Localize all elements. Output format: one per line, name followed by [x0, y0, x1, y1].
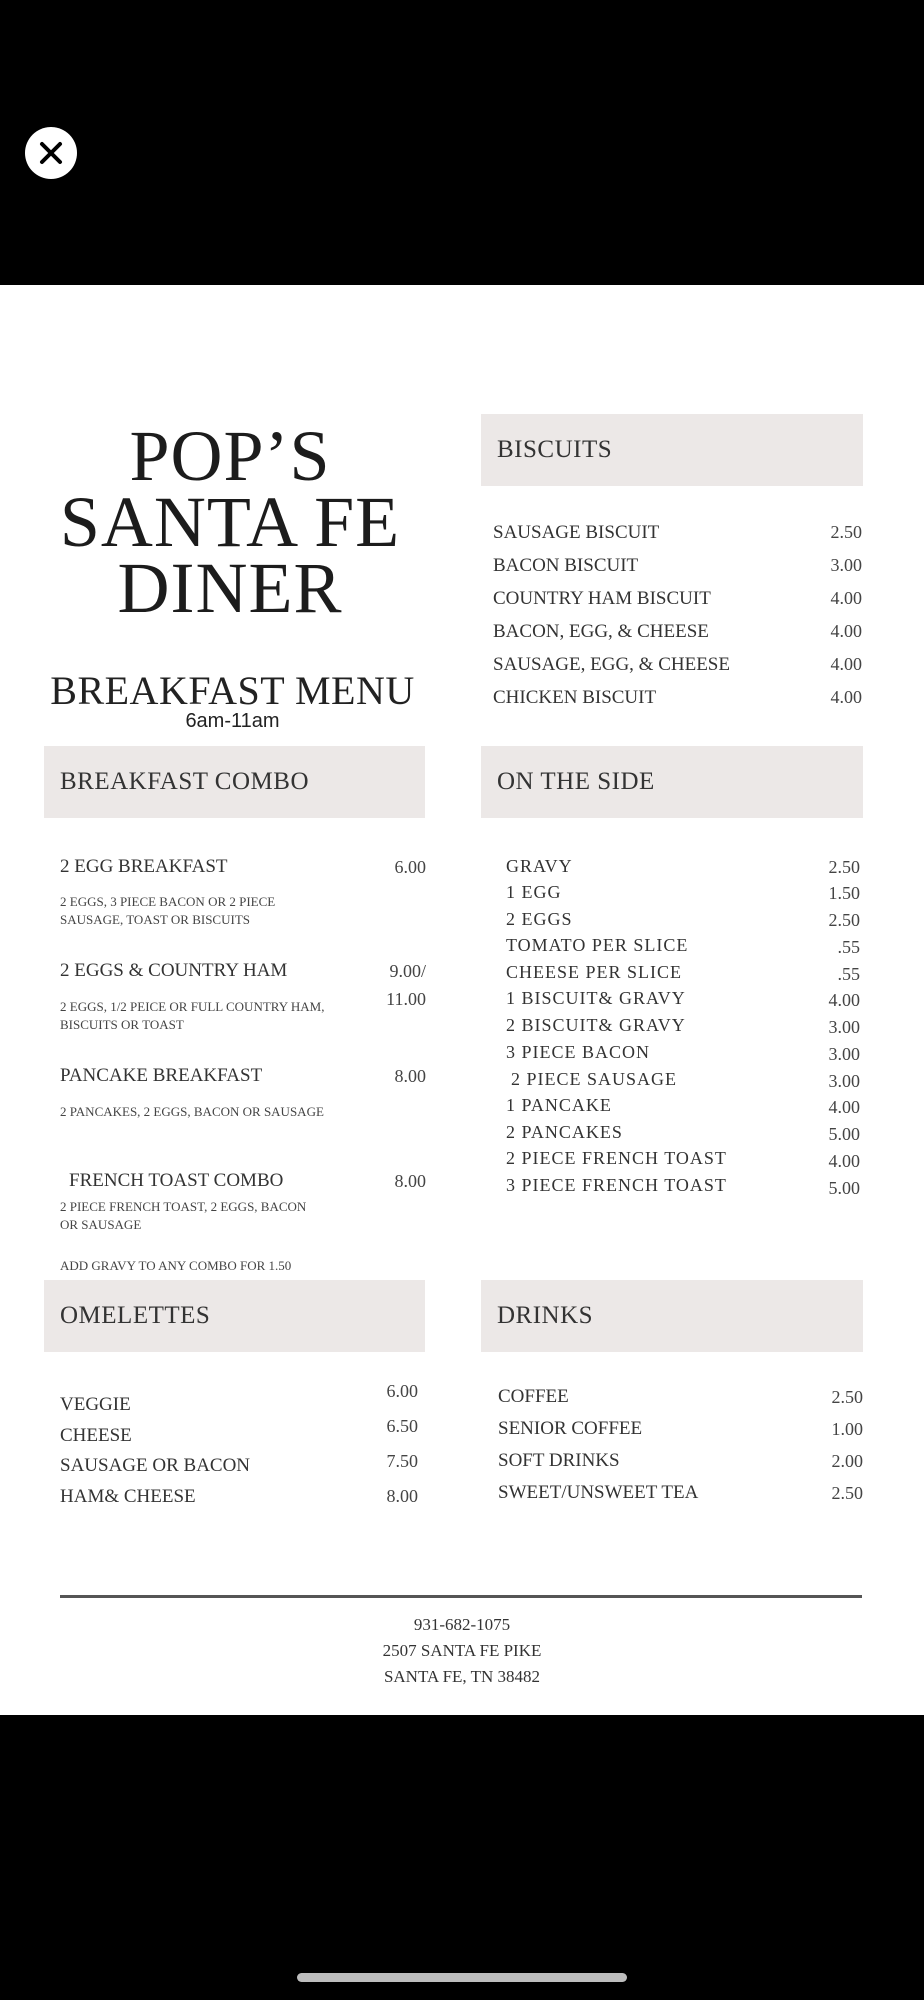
restaurant-name	[40, 416, 420, 628]
omelette-item-name: VEGGIE	[60, 1394, 131, 1415]
combo-item-name: 2 EGGS & COUNTRY HAM	[60, 960, 288, 981]
biscuit-item-name: CHICKEN BISCUIT	[493, 687, 657, 708]
side-item-price: 5.00	[828, 1178, 860, 1198]
drink-item-price: 1.00	[831, 1419, 863, 1439]
side-item-name: GRAVY	[506, 856, 573, 876]
home-indicator[interactable]	[297, 1973, 627, 1982]
omelette-item-price: 6.00	[386, 1381, 418, 1401]
side-item-price: 2.50	[828, 910, 860, 930]
omelette-item-price: 8.00	[386, 1486, 418, 1506]
combo-item-price: 8.00	[394, 1066, 426, 1086]
combo-item-price: 8.00	[394, 1171, 426, 1191]
menu-image	[0, 285, 924, 1715]
side-item-price: 4.00	[828, 1097, 860, 1117]
side-item-name: 3 PIECE BACON	[506, 1042, 651, 1062]
side-item-name: CHEESE PER SLICE	[506, 962, 683, 982]
drink-item-name: COFFEE	[498, 1386, 569, 1407]
side-item-price: .55	[837, 937, 860, 957]
biscuit-item-price: 4.00	[830, 588, 862, 608]
side-item-name: 1 EGG	[506, 882, 562, 902]
side-item-price: .55	[837, 964, 860, 984]
restaurant-name-line1: POP’S	[129, 416, 331, 496]
biscuit-item-name: SAUSAGE BISCUIT	[493, 522, 660, 543]
biscuit-item-name: BACON, EGG, & CHEESE	[493, 621, 709, 642]
side-item-price: 3.00	[828, 1017, 860, 1037]
side-item-name: TOMATO PER SLICE	[506, 935, 689, 955]
combo-item-price: 6.00	[394, 857, 426, 877]
omelette-item-price: 6.50	[386, 1416, 418, 1436]
side-item-name: 2 EGGS	[506, 909, 573, 929]
side-item-price: 1.50	[828, 883, 860, 903]
menu-title: BREAKFAST MENU	[50, 668, 415, 713]
drink-item-price: 2.00	[831, 1451, 863, 1471]
drink-item-name: SWEET/UNSWEET TEA	[498, 1482, 699, 1503]
side-item-price: 4.00	[828, 1151, 860, 1171]
side-item-name: 2 BISCUIT& GRAVY	[506, 1015, 686, 1035]
drinks-heading: DRINKS	[481, 1280, 863, 1352]
side-item-price: 2.50	[828, 857, 860, 877]
footer-city: SANTA FE, TN 38482	[383, 1667, 541, 1686]
biscuits-heading: BISCUITS	[481, 414, 863, 486]
biscuit-item-price: 4.00	[830, 654, 862, 674]
footer-phone: 931-682-1075	[413, 1615, 511, 1634]
close-icon	[38, 140, 64, 166]
side-item-name: 3 PIECE FRENCH TOAST	[506, 1175, 727, 1195]
omelette-item-price: 7.50	[386, 1451, 418, 1471]
footer-street: 2507 SANTA FE PIKE	[382, 1641, 542, 1660]
combo-item-desc: 2 EGGS, 3 PIECE BACON OR 2 PIECE SAUSAGE, TOAST OR BISCUITS	[60, 894, 276, 927]
omelettes-heading: OMELETTES	[44, 1280, 425, 1352]
omelette-item-name: HAM& CHEESE	[60, 1486, 196, 1507]
biscuit-item-price: 3.00	[830, 555, 862, 575]
side-item-name: 2 PIECE SAUSAGE	[511, 1069, 678, 1089]
biscuit-item-name: BACON BISCUIT	[493, 555, 639, 576]
side-item-name: 1 BISCUIT& GRAVY	[506, 988, 686, 1008]
restaurant-name-line3: DINER	[117, 548, 343, 628]
side-item-name: 1 PANCAKE	[506, 1095, 612, 1115]
combo-item-price: 9.00/	[389, 961, 426, 981]
side-item-price: 3.00	[828, 1071, 860, 1091]
omelette-item-name: SAUSAGE OR BACON	[60, 1455, 251, 1476]
biscuit-item-price: 2.50	[830, 522, 862, 542]
close-button[interactable]	[25, 127, 77, 179]
side-item-price: 3.00	[828, 1044, 860, 1064]
biscuit-item-price: 4.00	[830, 621, 862, 641]
drink-item-name: SENIOR COFFEE	[498, 1418, 643, 1439]
menu-hours: 6am-11am	[185, 710, 280, 732]
drink-item-price: 2.50	[831, 1483, 863, 1503]
combo-item-desc: 2 PIECE FRENCH TOAST, 2 EGGS, BACON OR SAUSAGE	[60, 1199, 307, 1232]
side-item-name: 2 PANCAKES	[506, 1122, 623, 1142]
biscuit-item-price: 4.00	[830, 687, 862, 707]
drink-item-price: 2.50	[831, 1387, 863, 1407]
combo-item-price-alt: 11.00	[386, 989, 426, 1009]
combo-note: ADD GRAVY TO ANY COMBO FOR 1.50	[60, 1258, 292, 1273]
footer-divider	[60, 1595, 862, 1598]
biscuit-item-name: SAUSAGE, EGG, & CHEESE	[493, 654, 730, 675]
side-item-name: 2 PIECE FRENCH TOAST	[506, 1148, 727, 1168]
combo-item-desc: 2 PANCAKES, 2 EGGS, BACON OR SAUSAGE	[60, 1104, 324, 1119]
side-heading: ON THE SIDE	[481, 746, 863, 818]
biscuit-item-name: COUNTRY HAM BISCUIT	[493, 588, 711, 609]
side-item-price: 4.00	[828, 990, 860, 1010]
combo-item-name: PANCAKE BREAKFAST	[60, 1065, 263, 1086]
omelette-item-name: CHEESE	[60, 1425, 132, 1446]
combo-heading: BREAKFAST COMBO	[44, 746, 425, 818]
restaurant-name-line2: SANTA FE	[59, 482, 401, 562]
combo-item-name: 2 EGG BREAKFAST	[60, 856, 228, 877]
combo-item-name: FRENCH TOAST COMBO	[69, 1170, 284, 1191]
side-item-price: 5.00	[828, 1124, 860, 1144]
drink-item-name: SOFT DRINKS	[498, 1450, 620, 1471]
combo-item-desc: 2 EGGS, 1/2 PEICE OR FULL COUNTRY HAM, BISCUITS OR TOAST	[60, 999, 325, 1032]
